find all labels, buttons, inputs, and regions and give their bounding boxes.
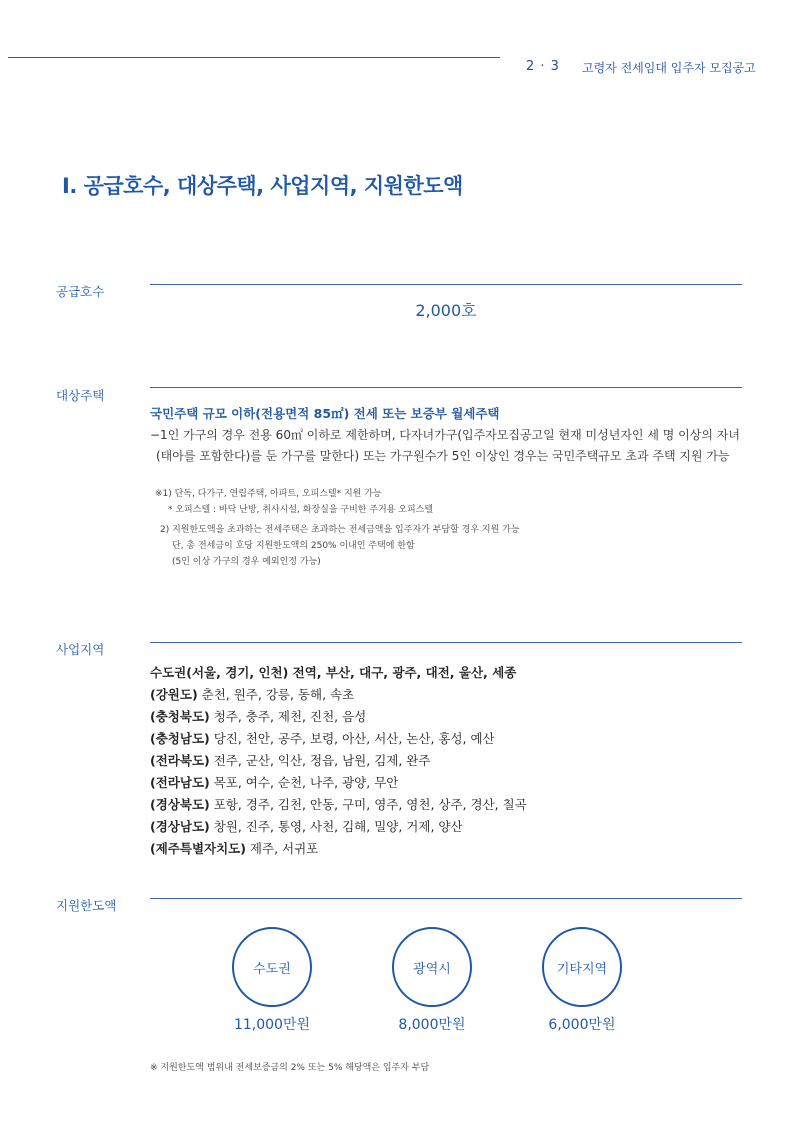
region-line xyxy=(150,839,318,857)
limit-amount-other-region: 6,000만원 xyxy=(548,1017,616,1033)
limits-label: 지원한도액 xyxy=(56,898,117,913)
housing-note-2-sub-2: (5인 이상 가구의 경우 예외인정 가능) xyxy=(172,557,321,567)
region-province-name: (강원도) xyxy=(150,687,198,702)
region-province-name: (경상남도) xyxy=(150,819,210,834)
region-line xyxy=(150,729,495,747)
region-province-name: (충청남도) xyxy=(150,731,210,746)
region-province-name: (전라남도) xyxy=(150,775,210,790)
housing-note-1: ※1) 단독, 다가구, 연립주택, 아파트, 오피스텔* 지원 가능 xyxy=(155,489,382,499)
housing-line-2: (태아를 포함한다)를 둔 가구를 말한다) 또는 가구원수가 5인 이상인 경우는 국민주택규모 초과 주택 지원 가능 xyxy=(156,449,730,463)
housing-note-2-sub-1: 단, 총 전세금이 호당 지원한도액의 250% 이내인 주택에 한함 xyxy=(172,541,415,551)
limit-amount-metropolitan-city: 8,000만원 xyxy=(398,1017,466,1033)
region-line xyxy=(150,685,354,703)
housing-heading: 국민주택 규모 이하(전용면적 85㎡) 전세 또는 보증부 월세주택 xyxy=(150,406,500,421)
regions-label: 사업지역 xyxy=(56,642,105,657)
region-province-name: (제주특별자치도) xyxy=(150,841,246,856)
header-title: 고령자 전세임대 입주자 모집공고 xyxy=(582,61,756,75)
region-line xyxy=(150,817,463,835)
region-cities: 춘천, 원주, 강릉, 동해, 속초 xyxy=(197,687,355,702)
region-cities: 전주, 군산, 익산, 정읍, 남원, 김제, 완주 xyxy=(209,753,431,768)
regions-rule xyxy=(150,642,742,643)
header-rule xyxy=(8,57,500,58)
limits-rule xyxy=(150,898,742,899)
region-cities: 제주, 서귀포 xyxy=(245,841,319,856)
housing-note-1-sub: * 오피스텔 : 바닥 난방, 취사시설, 화장실을 구비한 주거용 오피스텔 xyxy=(168,505,434,515)
limit-amount-metro: 11,000만원 xyxy=(233,1017,311,1033)
limit-circle-other-region: 기타지역 xyxy=(542,927,622,1007)
region-cities: 청주, 충주, 제천, 진천, 음성 xyxy=(209,709,367,724)
region-line xyxy=(150,773,398,791)
supply-rule xyxy=(150,284,742,285)
region-cities: 목포, 여수, 순천, 나주, 광양, 무안 xyxy=(209,775,399,790)
region-line xyxy=(150,707,366,725)
region-province-name: (충청북도) xyxy=(150,709,210,724)
region-province-name: (전라북도) xyxy=(150,753,210,768)
supply-label: 공급호수 xyxy=(56,284,105,299)
housing-label: 대상주택 xyxy=(56,388,105,403)
region-cities: 포항, 경주, 김천, 안동, 구미, 영주, 영천, 상주, 경산, 칠곡 xyxy=(209,797,527,812)
housing-rule xyxy=(150,387,742,388)
region-cities: 당진, 천안, 공주, 보령, 아산, 서산, 논산, 홍성, 예산 xyxy=(209,731,495,746)
region-line xyxy=(150,795,527,813)
limits-note: ※ 지원한도액 범위내 전세보증금의 2% 또는 5% 해당액은 입주자 부담 xyxy=(150,1063,430,1073)
supply-value: 2,000호 xyxy=(415,301,477,320)
page-numbers: 2 · 3 xyxy=(526,59,560,74)
limit-circle-metro: 수도권 xyxy=(232,927,312,1007)
limit-circle-metropolitan-city: 광역시 xyxy=(392,927,472,1007)
region-cities: 창원, 진주, 통영, 사천, 김해, 밀양, 거제, 양산 xyxy=(209,819,463,834)
region-line xyxy=(150,751,430,769)
housing-note-2: 2) 지원한도액을 초과하는 전세주택은 초과하는 전세금액을 입주자가 부담할 경우 지원 가능 xyxy=(160,525,520,535)
region-province-name: (경상북도) xyxy=(150,797,210,812)
housing-line-1: −1인 가구의 경우 전용 60㎡ 이하로 제한하며, 다자녀가구(입주자모집공고일 현재 미성년자인 세 명 이상의 자녀 xyxy=(150,428,740,442)
section-title: Ⅰ. 공급호수, 대상주택, 사업지역, 지원한도액 xyxy=(62,174,463,198)
region-metro: 수도권(서울, 경기, 인천) 전역, 부산, 대구, 광주, 대전, 울산, 세종 xyxy=(150,665,517,680)
